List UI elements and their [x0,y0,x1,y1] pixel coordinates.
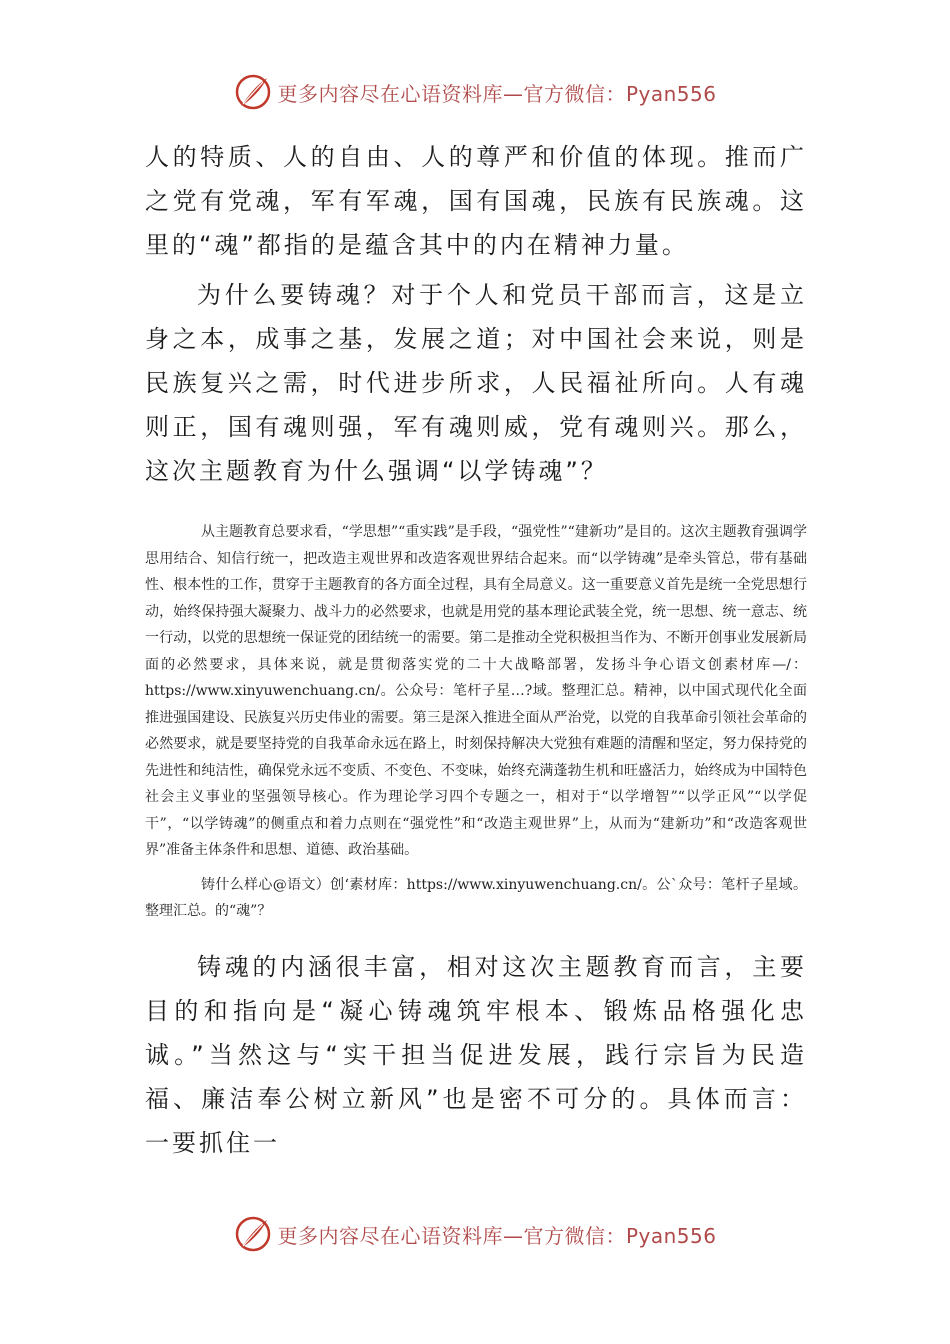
document-body [145,135,807,1165]
header-banner-text: 更多内容尽在心语资料库—官方微信：Pyan556 [277,81,717,106]
paragraph-3: 铸魂的内涵很丰富，相对这次主题教育而言，主要目的和指向是“凝心铸魂筑牢根本、锻炼品格强化忠诚。”当然这与“实干担当促进发展，践行宗旨为民造福、廉洁奉公树立新风”也是密不可分的。具体而言：一要抓住一 [145,952,807,1157]
quill-pen-logo-icon [233,1214,273,1254]
small-print-section [145,519,807,925]
paragraph-2: 为什么要铸魂？对于个人和党员干部而言，这是立身之本，成事之基，发展之道；对中国社会来说，则是民族复兴之需，时代进步所求，人民福祉所向。人有魂则正，国有魂则强，军有魂则威，党有魂则兴。那么，这次主题教育为什么强调“以学铸魂”？ [145,281,807,485]
closing-text [145,945,807,1165]
header-banner [0,70,950,114]
footer-banner-text: 更多内容尽在心语资料库—官方微信：Pyan556 [277,1223,717,1248]
small-paragraph-2: 铸什么样心@语文）创‘素材库：https://www.xinyuwenchuang.cn/。公`众号：笔杆子星域。整理汇总。的“魂”？ [145,876,807,919]
quill-pen-logo-icon [233,72,273,112]
paragraph-1: 人的特质、人的自由、人的尊严和价值的体现。推而广之党有党魂，军有军魂，国有国魂，民族有民族魂。这里的“魂”都指的是蕴含其中的内在精神力量。 [145,143,807,259]
small-paragraph-1: 从主题教育总要求看，“学思想”“重实践”是手段，“强党性”“建新功”是目的。这次主题教育强调学思用结合、知信行统一，把改造主观世界和改造客观世界结合起来。而“以学铸魂”是牵头管总，带有基础性、根本性的工作，贯穿于主题教育的各方面全过程，具有全局意义。这一重要意义首先是统一全党思想行动，始终保持强大凝聚力、战斗力的必然要求，也就是用党的基本理论武装全党，统一思想、统一意志、统一行动，以党的思想统一保证党的团结统一的需要。第二是推动全党积极担当作为、不断开创事业发展新局面的必然要求，具体来说，就是贯彻落实党的二十大战略部署，发扬斗争心语文创素材库—/：https://www.xinyuwenchuang.cn/。公众号：笔杆子星…?域。整理汇总。精神，以中国式现代化全面推进强国建设、民族复兴历史伟业的需要。第三是深入推进全面从严治党，以党的自我革命引领社会革命的必然要求，就是要坚持党的自我革命永远在路上，时刻保持解决大党独有难题的清醒和坚定，努力保持党的先进性和纯洁性，确保党永远不变质、不变色、不变味，始终充满蓬勃生机和旺盛活力，始终成为中国特色社会主义事业的坚强领导核心。作为理论学习四个专题之一，相对于“以学增智”“以学正风”“以学促干”，“以学铸魂”的侧重点和着力点则在“强党性”和“改造主观世界”上，从而为“建新功”和“改造客观世界”准备主体条件和思想、道德、政治基础。 [145,524,807,858]
footer-banner [0,1212,950,1256]
opening-text [145,135,807,267]
question-text [145,273,807,493]
